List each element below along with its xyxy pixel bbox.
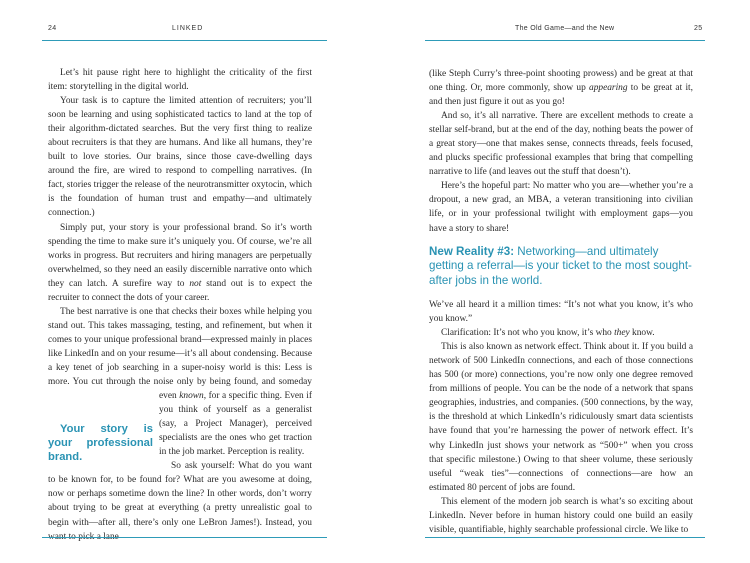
section-heading-label: New Reality #3:: [429, 244, 515, 258]
paragraph: The best narrative is one that checks their boxes while helping you stand out. This takes massaging, testing, and refinement, but when it comes to your unique professional brand—expressed mainly in places like LinkedIn and on your resume—it’s all about condensing. Because a key tenet of job searching in a super-noisy world is this: Less is more. You cut through the noise only by being found, and someday even Your story is your professional brand. known, for a specific thing. Even if you think of yourself as a generalist (say, a Project Manager), perceived specialists are the ones who get traction in the job market. Perception is reality.: [48, 306, 312, 464]
paragraph: And so, it’s all narrative. There are excellent methods to create a stellar self-brand, but at the end of the day, nothing beats the power of a great story—one that makes sense, connects threads, feels focused, and plucks specific professional examples that bring that compelling narrative to life (and leaves out the stuff that doesn’t).: [429, 111, 693, 178]
page-number-left: 24: [48, 25, 57, 32]
paragraph: Here’s the hopeful part: No matter who you are—whether you’re a dropout, a new grad, an MBA, a veteran transitioning into civilian life, or in your professional twilight with employment gaps—you have a story to share!: [429, 181, 693, 234]
running-head-left: LINKED: [172, 25, 204, 32]
paragraph: (like Steph Curry’s three-point shooting prowess) and be great at that one thing. Or, more commonly, show up appearing to be great at it, and then just figure it out as you go!: [429, 69, 693, 108]
paragraph: So ask yourself: What do you want to be known for, to be found for? What are you awesome at doing, now or perhaps sometime down the line? In other words, don’t worry about trying to be great at everything (a pretty unrealistic goal to begin with—after all, there’s only one LeBron James!). Instead, you: [48, 461, 312, 528]
emphasis: they: [614, 328, 630, 339]
top-rule-right: [425, 40, 705, 41]
paragraph: Clarification: It’s not who you know, it’s who they know.: [441, 328, 655, 339]
paragraph: Let’s hit pause right here to highlight the criticality of the first item: storytelling in the digital world.: [48, 68, 312, 93]
paragraph: Your task is to capture the limited attention of recruiters; you’ll soon be learning and using sophisticated tactics to land at the top of their algorithm-dictated searches. But the very first thing to realize about recruiters is that they are humans. And like all humans, they’re built to love stories. Our brains, since those cave-dwelling days around the fire, are wired to respond to compelling narratives. (In fact, stories trigger the release of the neurotransmitter oxytocin, which is the foundation of human trust and empathy—and ultimately connection.): [48, 96, 312, 219]
right-page: [375, 0, 750, 563]
running-head-right: The Old Game—and the New: [515, 25, 615, 32]
right-body-text: [429, 67, 693, 537]
bottom-rule-right: [425, 537, 705, 538]
paragraph: Simply put, your story is your professional brand. So it’s worth spending the time to make sure it’s uniquely you. Of course, we’re all works in progress. But recruiters and hiring managers are perpetually overwhelmed, so they need an easily discernible narrative onto which they can latch. A surefire way to not stand out is to expect the recruiter to connect the dots of your career.: [48, 222, 312, 303]
pull-quote: Your story is your professional brand.: [48, 423, 153, 464]
emphasis: known: [179, 391, 204, 402]
paragraph: We’ve all heard it a million times: “It’s not what you know, it’s who you know.”: [429, 300, 693, 325]
paragraph: This is also known as network effect. Think about it. If you build a network of 500 LinkedIn connections, and each of those connections has 500 (or more) connections, you’re now only one degree removed from millions of people. You can be the node of a network that spans geographies, industries, and companies. (500 connections, by the way, is the threshold at which LinkedIn’s ridiculously smart data scientists have found that you’re harnessing the power of network effect. It’s why LinkedIn just shows your network as “500+” when you cross that specific milestone.) Owing to that sheer volume, these seriously useful “weak ties”—connections of connections—are how an estimated 80 percent of jobs are found.: [429, 342, 693, 493]
paragraph: This element of the modern job search is what’s so exciting about LinkedIn. Never before in human history could one build an easily visible, quantifiable, highly searchable professional circle. We like to: [429, 496, 693, 535]
bottom-rule-left: [42, 537, 327, 538]
section-heading-text: Networking—and ultimately getting a referral—is your ticket to the most sought-after jobs in the world.: [429, 244, 692, 287]
left-body-text: [48, 66, 312, 544]
emphasis: appearing: [589, 83, 628, 94]
section-heading: [429, 245, 693, 289]
top-rule-left: [42, 40, 327, 41]
page-number-right: 25: [694, 25, 703, 32]
emphasis: not: [189, 278, 202, 289]
